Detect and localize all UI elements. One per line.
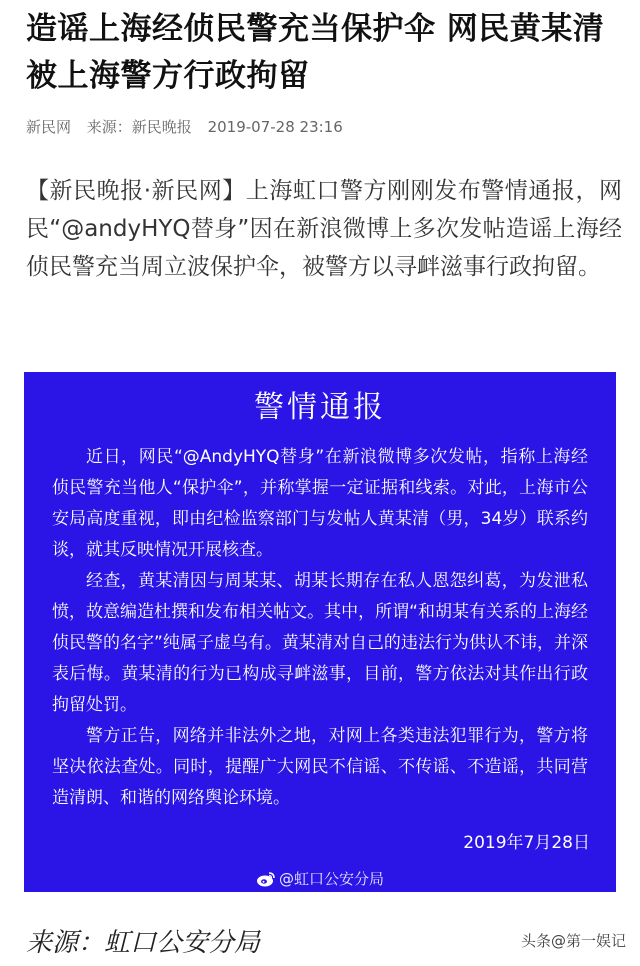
article-meta [26,116,354,137]
image-caption: 来源：虹口公安分局 [26,928,261,958]
notice-paragraph: 近日，网民“@AndyHYQ替身”在新浪微博多次发帖，指称上海经侦民警充当他人“保护伞”，并称掌握一定证据和线索。对此，上海市公安局高度重视，即由纪检监察部门与发帖人黄某清（男，34岁）联系约谈，就其反映情况开展核查。 [52,447,588,560]
meta-source: 来源：新民晚报 [86,118,192,136]
meta-site[interactable]: 新民网 [26,118,72,136]
notice-paragraph: 警方正告，网络并非法外之地，对网上各类违法犯罪行为，警方将坚决依法查处。同时，提醒广大网民不信谣、不传谣、不造谣，共同营造清朗、和谐的网络舆论环境。 [52,726,588,808]
meta-datetime: 2019-07-28 23:16 [207,118,343,136]
watermark: 头条@第一娱记 [520,932,626,950]
notice-source [24,868,616,889]
police-notice-image [24,372,616,892]
article-headline: 造谣上海经侦民警充当保护伞 网民黄某清被上海警方行政拘留 [26,11,605,94]
article-lead: 【新民晚报·新民网】上海虹口警方刚刚发布警情通报，网民“@andyHYQ替身”因在新浪微博上多次发帖造谣上海经侦民警充当周立波保护伞，被警方以寻衅滋事行政拘留。 [26,178,622,280]
weibo-icon [256,871,276,887]
notice-title: 警情通报 [254,390,386,425]
notice-source-label: @虹口公安分局 [278,870,384,888]
notice-paragraph: 经查，黄某清因与周某某、胡某长期存在私人恩怨纠葛，为发泄私愤，故意编造杜撰和发布相关帖文。其中，所谓“和胡某有关系的上海经侦民警的名字”纯属子虚乌有。黄某清对自己的违法行为供认不讳，并深表后悔。黄某清的行为已构成寻衅滋事，目前，警方依法对其作出行政拘留处罚。 [52,571,588,715]
notice-date: 2019年7月28日 [463,833,590,853]
